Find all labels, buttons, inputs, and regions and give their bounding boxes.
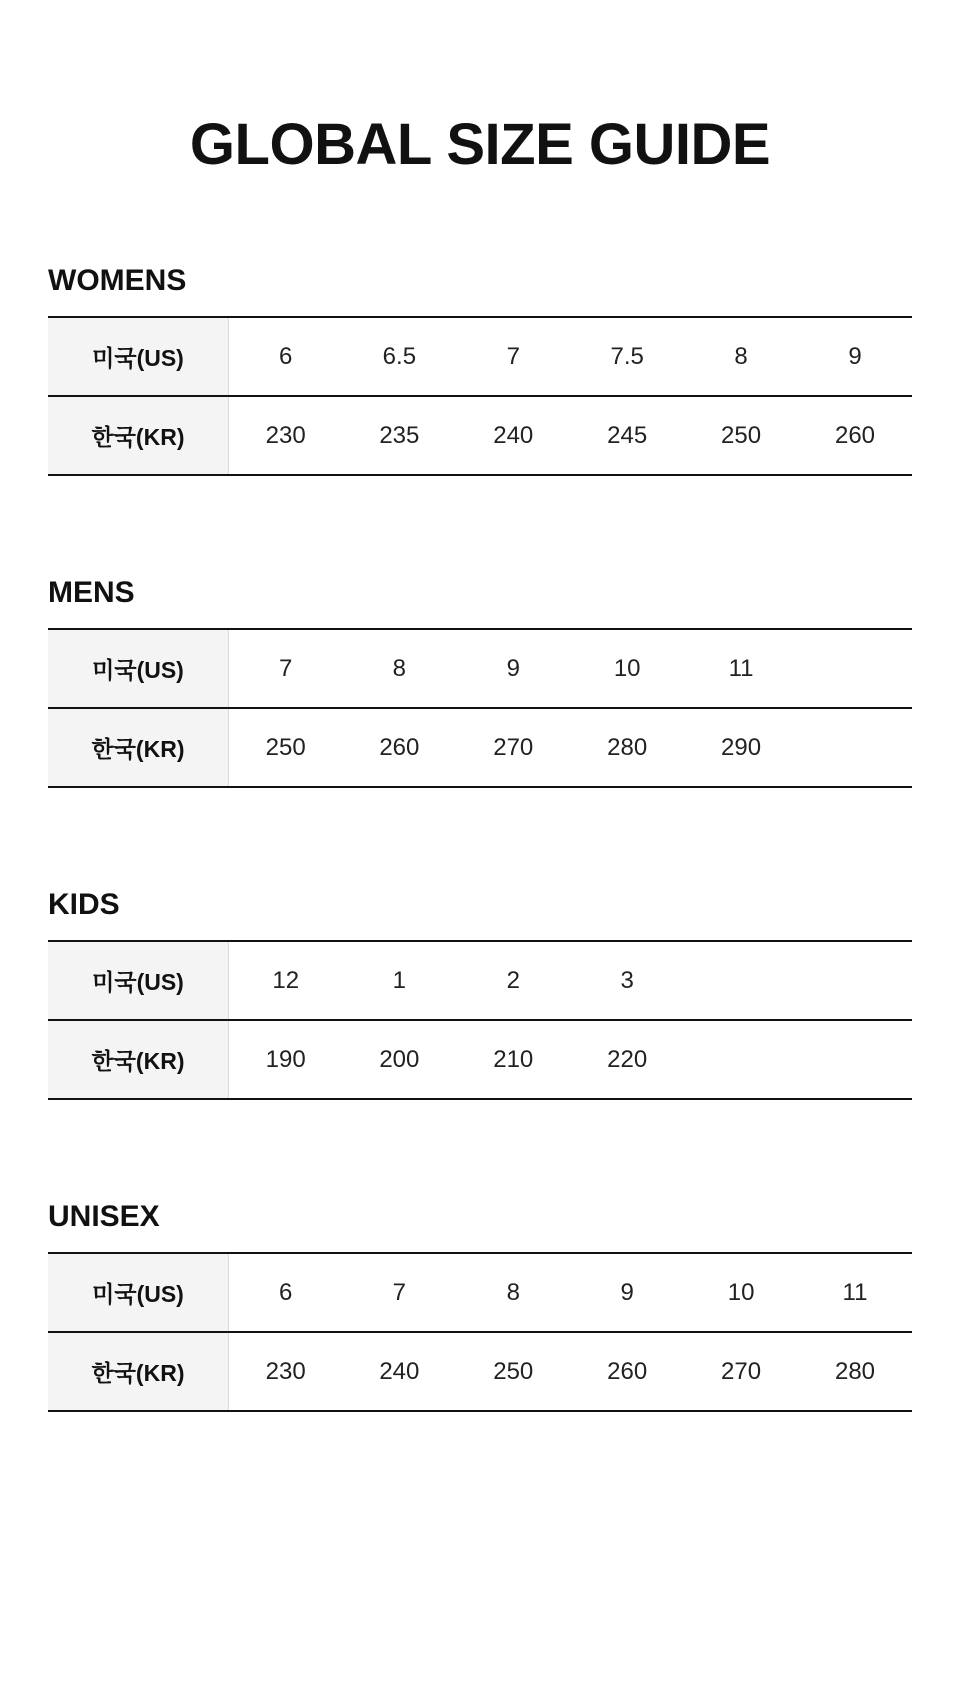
row-label-us: 미국(US) [48, 1253, 229, 1332]
cell-us-0: 7 [229, 629, 343, 708]
table-row [48, 1253, 912, 1332]
cell-us-2: 9 [456, 629, 570, 708]
size-table-kids [48, 940, 912, 1100]
section-spacer [0, 788, 960, 888]
cell-kr-0: 190 [229, 1020, 343, 1099]
section-heading-mens: MENS [48, 576, 135, 609]
title-gap [0, 174, 960, 220]
row-label-kr: 한국(KR) [48, 396, 229, 475]
table-row [48, 317, 912, 396]
top-spacer [0, 0, 960, 116]
cell-us-4 [684, 941, 798, 1020]
cell-kr-5 [798, 708, 912, 787]
cell-kr-4: 250 [684, 396, 798, 475]
cell-us-3: 9 [570, 1253, 684, 1332]
cell-us-0: 12 [229, 941, 343, 1020]
cell-us-0: 6 [229, 317, 343, 396]
cell-us-0: 6 [229, 1253, 343, 1332]
cell-kr-3: 280 [570, 708, 684, 787]
cell-us-5 [798, 629, 912, 708]
cell-kr-3: 260 [570, 1332, 684, 1411]
cell-us-5: 9 [798, 317, 912, 396]
cell-us-4: 11 [684, 629, 798, 708]
section-heading-womens: WOMENS [48, 264, 187, 297]
table-row [48, 629, 912, 708]
section-heading-unisex: UNISEX [48, 1200, 160, 1233]
cell-kr-0: 250 [229, 708, 343, 787]
section-heading-kids: KIDS [48, 888, 120, 921]
cell-kr-1: 240 [342, 1332, 456, 1411]
row-label-kr: 한국(KR) [48, 1332, 229, 1411]
cell-kr-2: 240 [456, 396, 570, 475]
size-table-unisex [48, 1252, 912, 1412]
cell-kr-4: 290 [684, 708, 798, 787]
table-row [48, 941, 912, 1020]
cell-kr-2: 250 [456, 1332, 570, 1411]
section-kids [48, 888, 912, 1100]
size-table-womens [48, 316, 912, 476]
cell-us-1: 1 [342, 941, 456, 1020]
cell-us-5: 11 [798, 1253, 912, 1332]
cell-kr-1: 260 [342, 708, 456, 787]
section-womens [48, 264, 912, 476]
cell-kr-4: 270 [684, 1332, 798, 1411]
cell-us-2: 2 [456, 941, 570, 1020]
cell-us-3: 10 [570, 629, 684, 708]
row-label-us: 미국(US) [48, 629, 229, 708]
section-spacer [0, 476, 960, 576]
cell-kr-0: 230 [229, 396, 343, 475]
cell-us-2: 8 [456, 1253, 570, 1332]
cell-kr-1: 200 [342, 1020, 456, 1099]
cell-us-2: 7 [456, 317, 570, 396]
section-spacer [0, 1100, 960, 1200]
cell-kr-5: 280 [798, 1332, 912, 1411]
cell-kr-2: 210 [456, 1020, 570, 1099]
row-label-kr: 한국(KR) [48, 1020, 229, 1099]
cell-us-4: 8 [684, 317, 798, 396]
cell-us-1: 7 [342, 1253, 456, 1332]
cell-us-3: 3 [570, 941, 684, 1020]
table-row [48, 396, 912, 475]
cell-kr-3: 220 [570, 1020, 684, 1099]
cell-kr-1: 235 [342, 396, 456, 475]
table-row [48, 1332, 912, 1411]
cell-kr-5: 260 [798, 396, 912, 475]
cell-us-4: 10 [684, 1253, 798, 1332]
cell-us-5 [798, 941, 912, 1020]
row-label-us: 미국(US) [48, 317, 229, 396]
table-row [48, 1020, 912, 1099]
cell-kr-0: 230 [229, 1332, 343, 1411]
cell-kr-2: 270 [456, 708, 570, 787]
table-row [48, 708, 912, 787]
cell-kr-3: 245 [570, 396, 684, 475]
section-unisex [48, 1200, 912, 1412]
page-title: GLOBAL SIZE GUIDE [189, 112, 771, 177]
cell-us-1: 8 [342, 629, 456, 708]
row-label-kr: 한국(KR) [48, 708, 229, 787]
row-label-us: 미국(US) [48, 941, 229, 1020]
section-mens [48, 576, 912, 788]
cell-kr-5 [798, 1020, 912, 1099]
title-gap-extra [0, 220, 960, 264]
cell-kr-4 [684, 1020, 798, 1099]
size-table-mens [48, 628, 912, 788]
cell-us-1: 6.5 [342, 317, 456, 396]
cell-us-3: 7.5 [570, 317, 684, 396]
